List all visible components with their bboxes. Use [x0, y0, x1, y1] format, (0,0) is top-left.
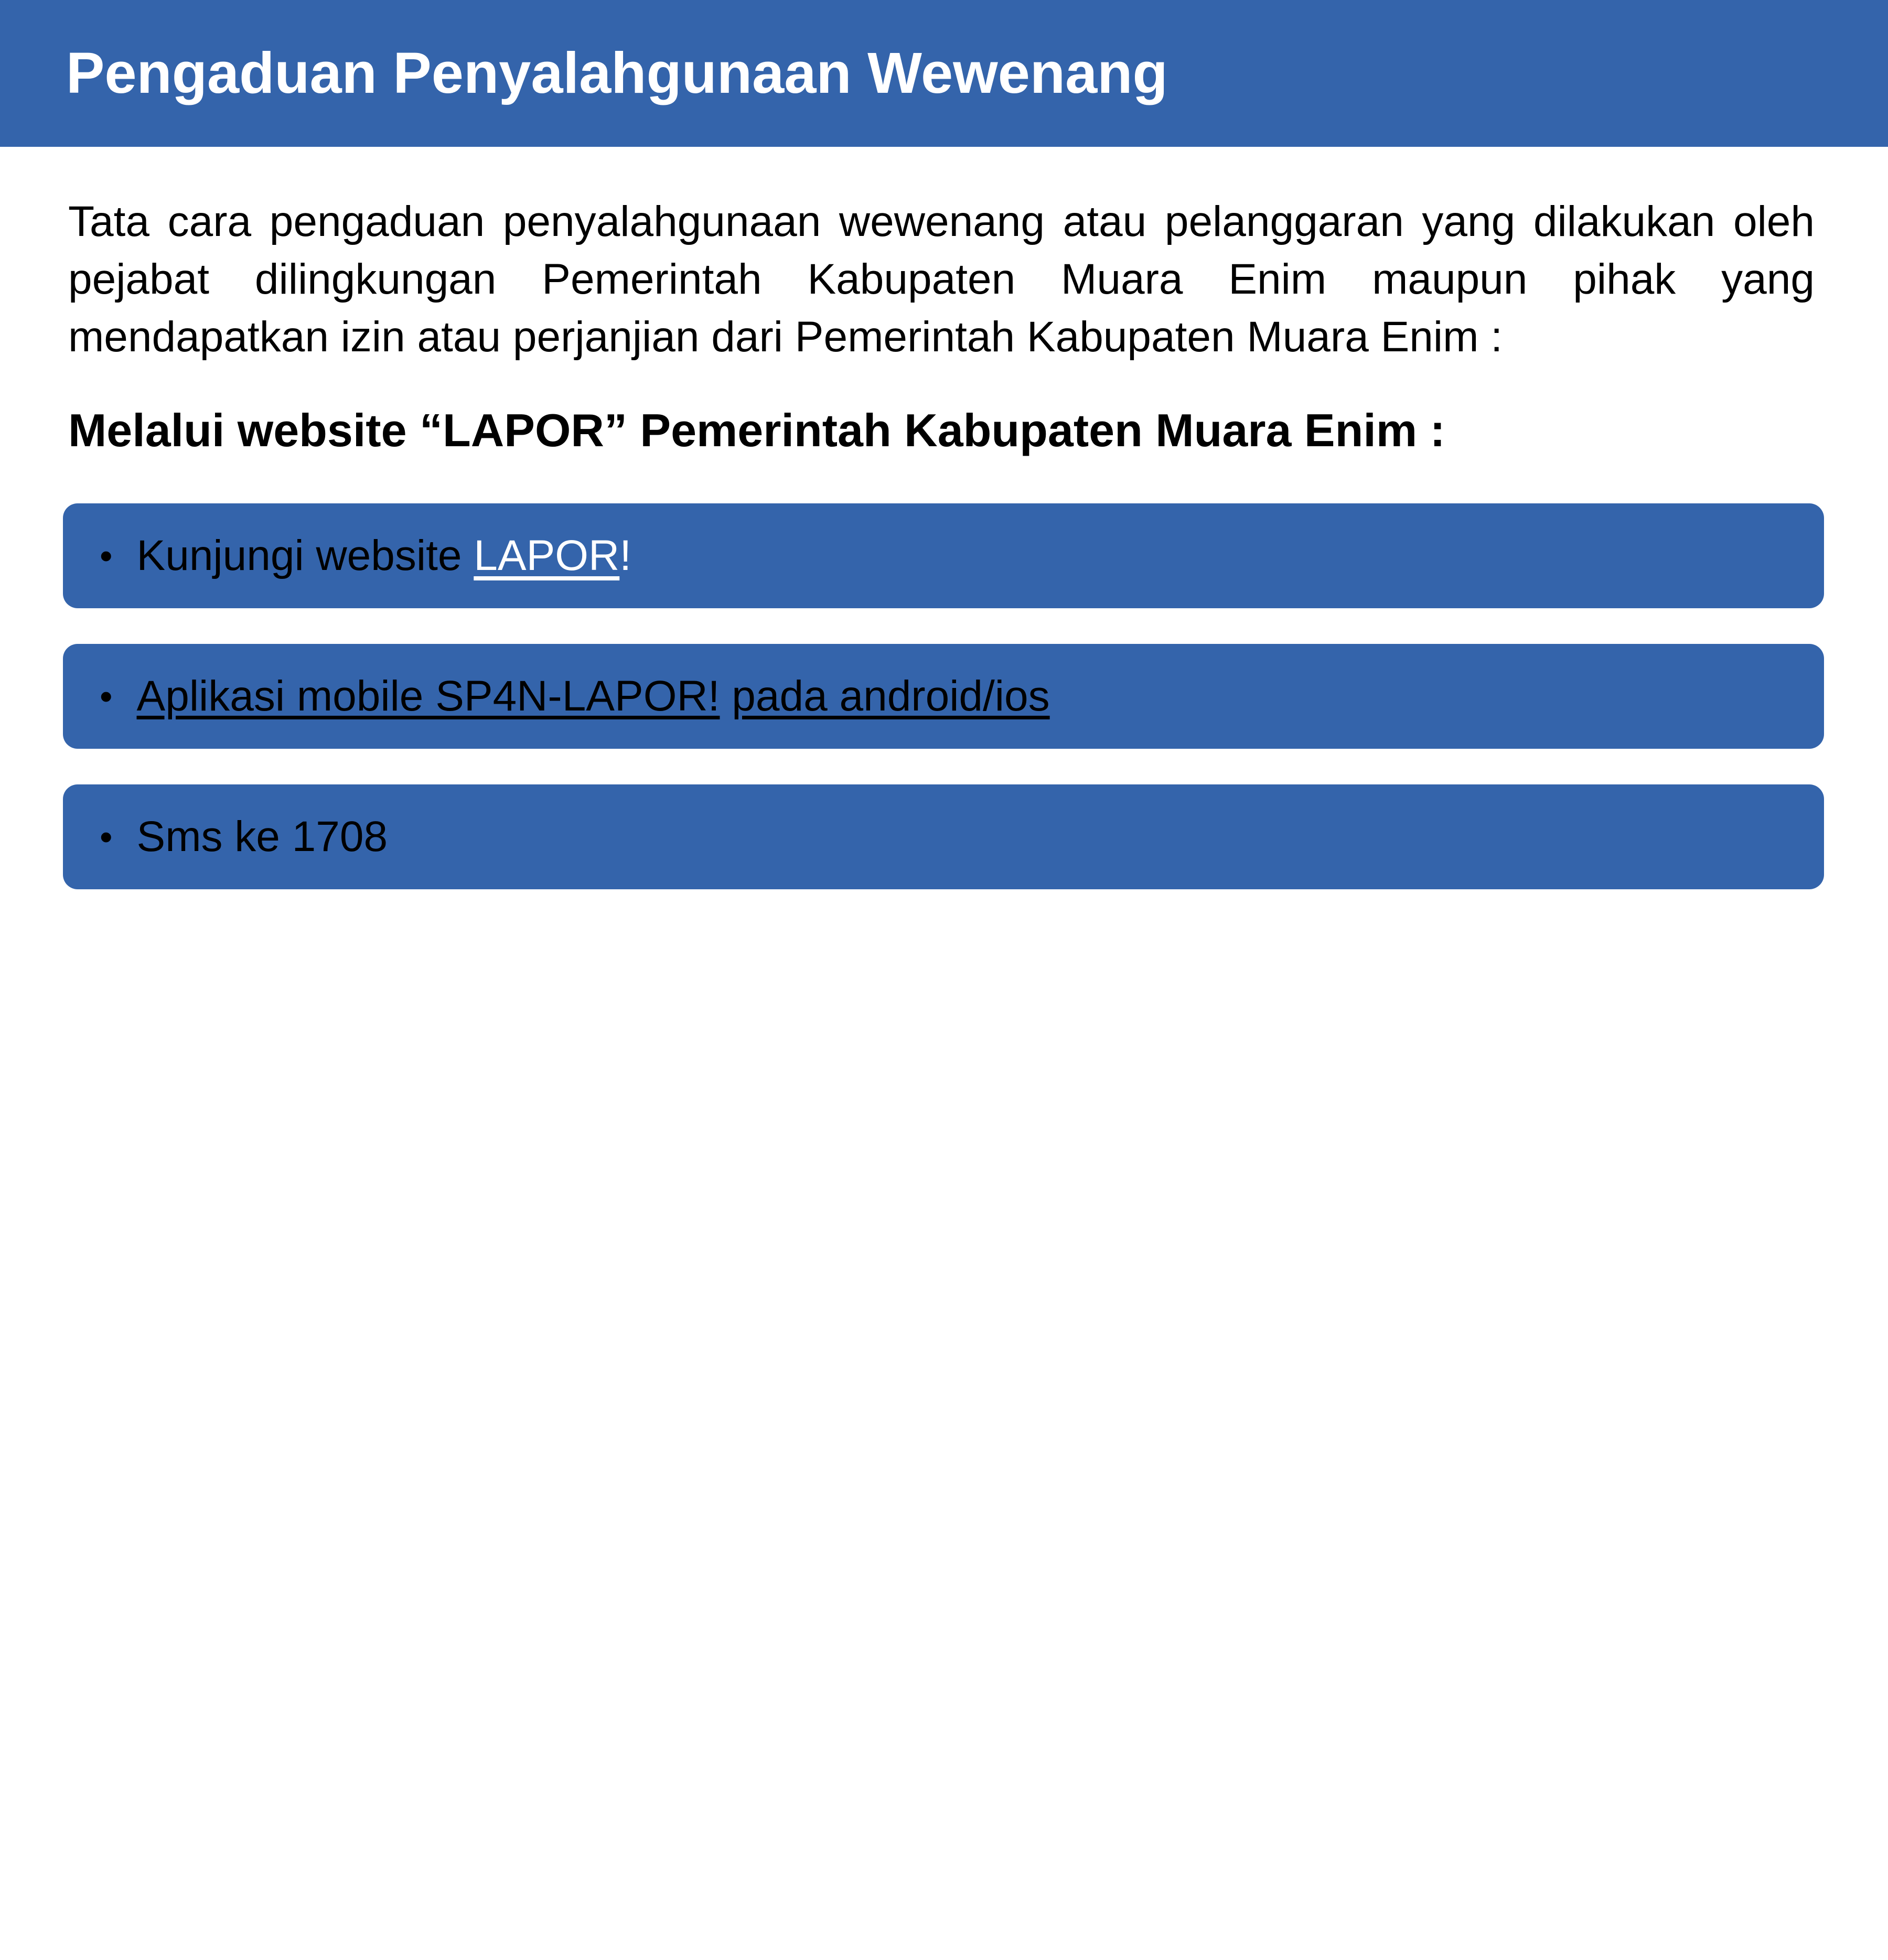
bullet-icon: • [100, 816, 113, 857]
section-subheading: Melalui website “LAPOR” Pemerintah Kabupaten Muara Enim : [68, 404, 1445, 456]
channel-item-mobile-app [63, 644, 1824, 749]
channel-mobile-app-text [137, 672, 1050, 721]
report-channel-list [68, 503, 1815, 889]
bullet-icon: • [100, 676, 113, 717]
bullet-icon: • [100, 535, 113, 576]
channel-website-suffix: ! [619, 532, 632, 579]
mobile-app-link-part2[interactable]: pada android/ios [732, 672, 1050, 720]
page-header [0, 0, 1888, 147]
channel-sms-text: Sms ke 1708 [136, 813, 388, 860]
main-content [0, 193, 1888, 889]
channel-item-sms [63, 784, 1824, 889]
channel-item-website [63, 503, 1824, 608]
intro-paragraph: Tata cara pengaduan penyalahgunaan wewenang atau pelanggaran yang dilakukan oleh pejabat dilingkungan Pemerintah Kabupaten Muara Enim maupun pihak yang mendapatkan izin atau perjanjian dari Pemerintah Kabupaten Muara Enim : [68, 198, 1815, 361]
channel-website-prefix: Kunjungi website [136, 532, 474, 579]
channel-website-text [137, 531, 632, 580]
lapor-website-link[interactable]: LAPOR [474, 532, 620, 579]
mobile-app-link-part1[interactable]: Aplikasi mobile SP4N-LAPOR! [136, 672, 720, 720]
page-title: Pengaduan Penyalahgunaan Wewenang [66, 41, 1168, 105]
mobile-app-link-separator [720, 672, 732, 720]
